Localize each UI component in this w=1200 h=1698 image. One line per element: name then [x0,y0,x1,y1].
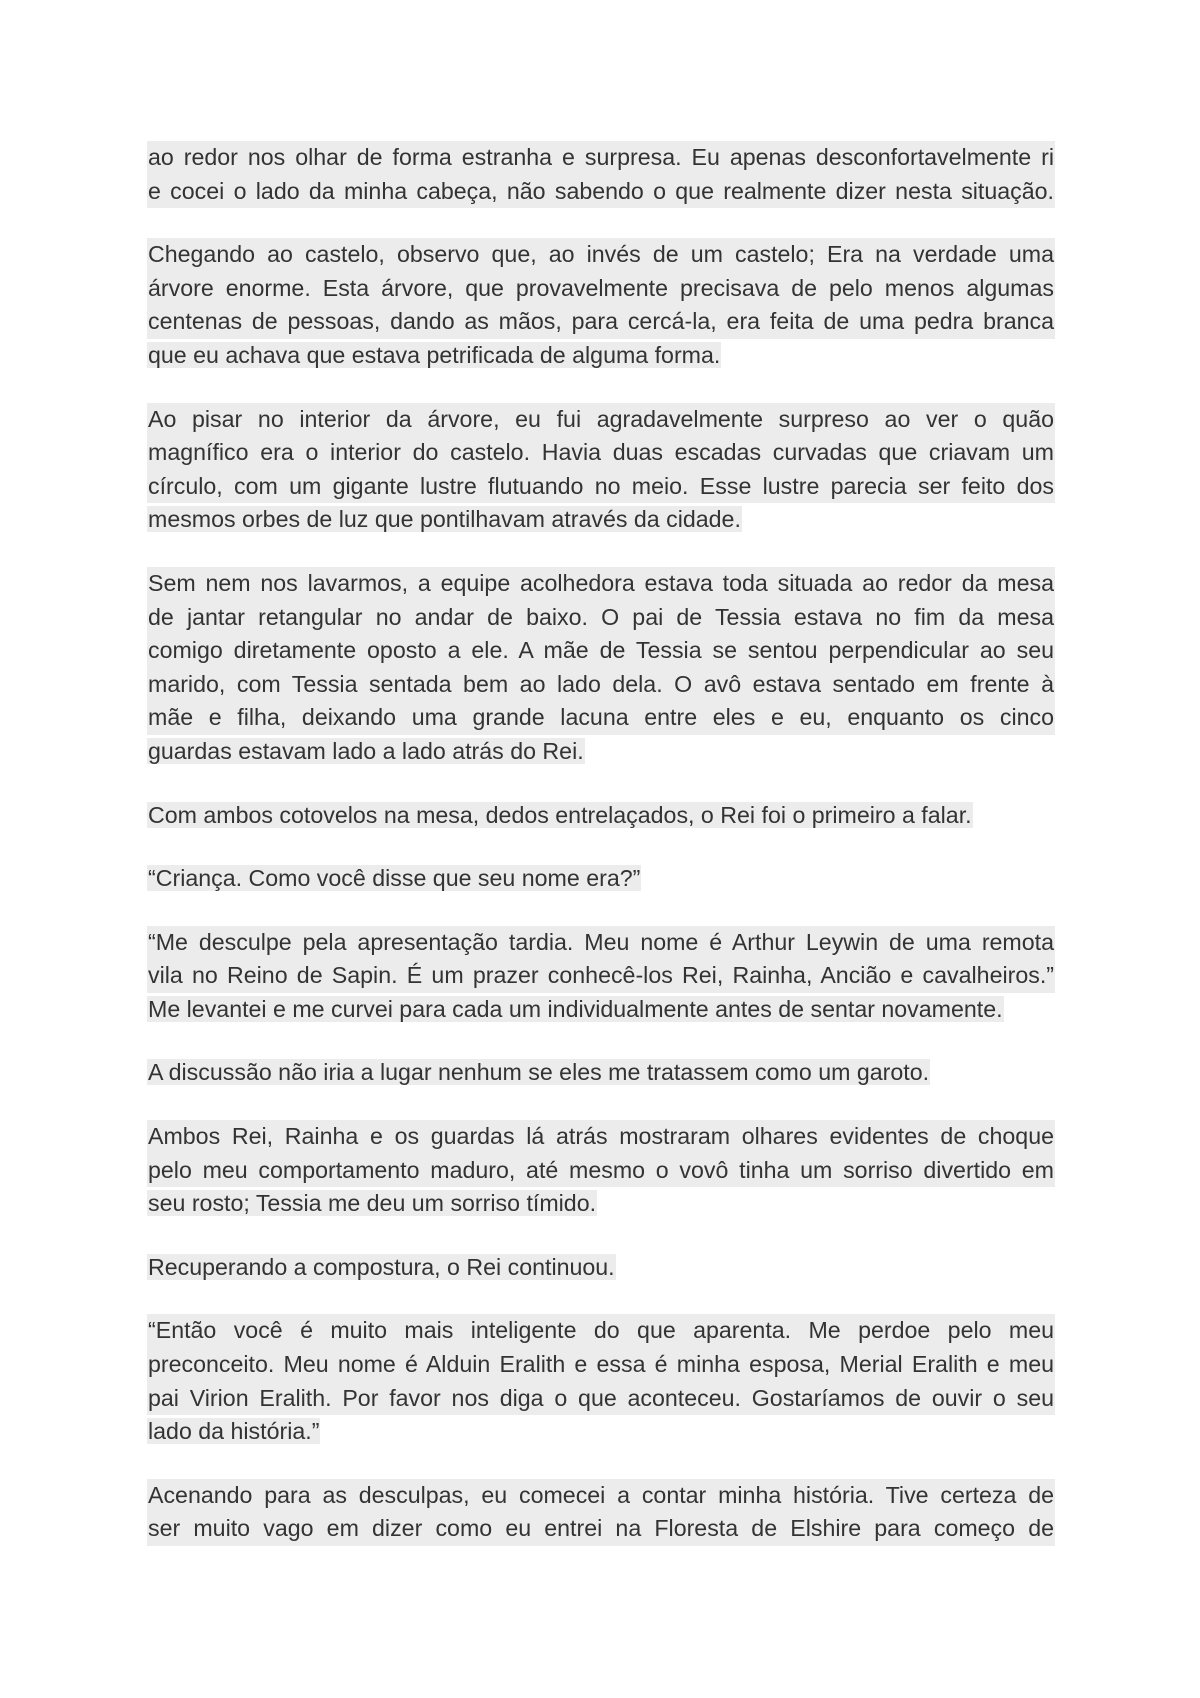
text-line: círculo, com um gigante lustre flutuando no meio. Esse lustre parecia ser feito dos [147,470,1055,504]
paragraph-6 [147,862,1055,896]
document-page [147,141,1055,1576]
paragraph-12 [147,1479,1055,1546]
text-line: pelo meu comportamento maduro, até mesmo o vovô tinha um sorriso divertido em [147,1154,1055,1188]
text-line: mãe e filha, deixando uma grande lacuna entre eles e eu, enquanto os cinco [147,701,1055,735]
text-line: Com ambos cotovelos na mesa, dedos entrelaçados, o Rei foi o primeiro a falar. [148,801,972,828]
text-line: árvore enorme. Esta árvore, que provavelmente precisava de pelo menos algumas [147,272,1055,306]
text-line: Me levantei e me curvei para cada um individualmente antes de sentar novamente. [148,995,1003,1022]
text-line: Sem nem nos lavarmos, a equipe acolhedora estava toda situada ao redor da mesa [147,567,1055,601]
text-line: Chegando ao castelo, observo que, ao invés de um castelo; Era na verdade uma [147,238,1055,272]
paragraph-9 [147,1120,1055,1221]
text-line: guardas estavam lado a lado atrás do Rei. [148,737,584,764]
text-line: “Criança. Como você disse que seu nome era?” [148,865,641,892]
text-line: Recuperando a compostura, o Rei continuou. [148,1253,615,1280]
text-line: comigo diretamente oposto a ele. A mãe de Tessia se sentou perpendicular ao seu [147,634,1055,668]
text-line: “Então você é muito mais inteligente do que aparenta. Me perdoe pelo meu [147,1314,1055,1348]
text-line: pai Virion Eralith. Por favor nos diga o que aconteceu. Gostaríamos de ouvir o seu [147,1382,1055,1416]
text-line: seu rosto; Tessia me deu um sorriso tímido. [148,1190,597,1217]
text-line: magnífico era o interior do castelo. Havia duas escadas curvadas que criavam um [147,436,1055,470]
paragraph-4 [147,567,1055,769]
paragraph-8 [147,1056,1055,1090]
text-line: que eu achava que estava petrificada de alguma forma. [148,341,721,368]
text-line: de jantar retangular no andar de baixo. O pai de Tessia estava no fim da mesa [147,601,1055,635]
paragraph-10 [147,1251,1055,1285]
text-line: ser muito vago em dizer como eu entrei na Floresta de Elshire para começo de [147,1512,1055,1546]
paragraph-2 [147,238,1055,372]
text-line: marido, com Tessia sentada bem ao lado dela. O avô estava sentado em frente à [147,668,1055,702]
text-line: vila no Reino de Sapin. É um prazer conhecê-los Rei, Rainha, Ancião e cavalheiros.” [147,959,1055,993]
paragraph-7 [147,926,1055,1027]
text-line: centenas de pessoas, dando as mãos, para cercá-la, era feita de uma pedra branca [147,305,1055,339]
paragraph-5 [147,799,1055,833]
paragraph-1 [147,141,1055,208]
text-line: e cocei o lado da minha cabeça, não sabendo o que realmente dizer nesta situação. [147,175,1055,209]
paragraph-11 [147,1314,1055,1448]
text-line: Acenando para as desculpas, eu comecei a contar minha história. Tive certeza de [147,1479,1055,1513]
text-line: ao redor nos olhar de forma estranha e surpresa. Eu apenas desconfortavelmente ri [147,141,1055,175]
text-line: preconceito. Meu nome é Alduin Eralith e essa é minha esposa, Merial Eralith e meu [147,1348,1055,1382]
text-line: A discussão não iria a lugar nenhum se eles me tratassem como um garoto. [148,1059,930,1086]
text-line: lado da história.” [148,1418,320,1445]
paragraph-3 [147,403,1055,537]
text-line: mesmos orbes de luz que pontilhavam através da cidade. [148,506,741,533]
text-line: Ao pisar no interior da árvore, eu fui agradavelmente surpreso ao ver o quão [147,403,1055,437]
text-line: Ambos Rei, Rainha e os guardas lá atrás mostraram olhares evidentes de choque [147,1120,1055,1154]
text-line: “Me desculpe pela apresentação tardia. Meu nome é Arthur Leywin de uma remota [147,926,1055,960]
